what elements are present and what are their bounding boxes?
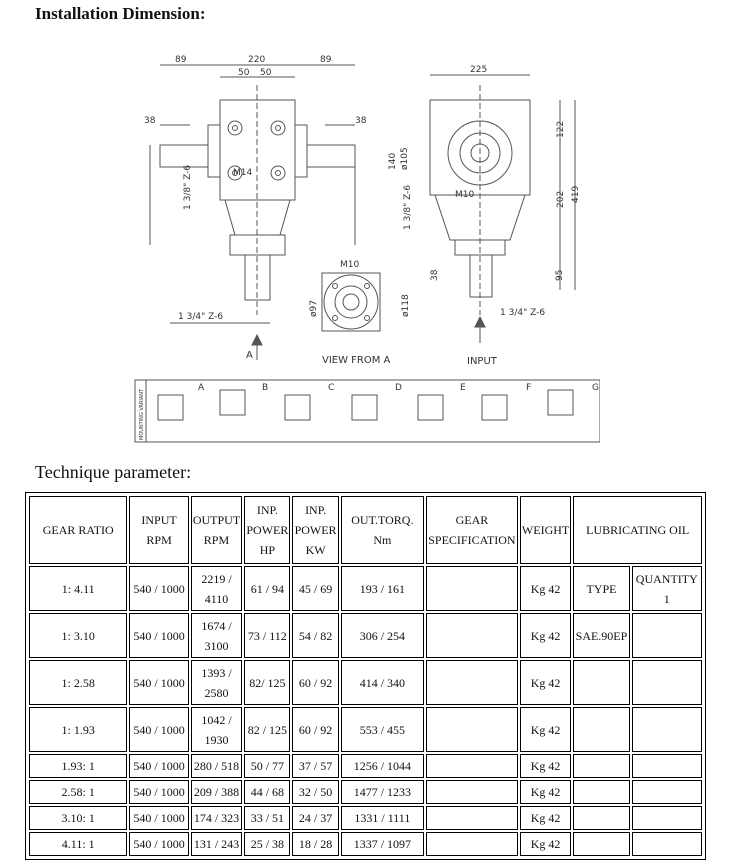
cell-gear-spec [426,832,518,856]
installation-drawing [130,45,600,445]
left-input-shaft [160,145,208,167]
cell-weight: Kg 42 [520,613,572,658]
dim-202: 202 [556,190,566,208]
cell-hp: 82/ 125 [244,660,290,705]
right-input-shaft [307,145,355,167]
cell-hp: 73 / 112 [244,613,290,658]
cell-hp: 44 / 68 [244,780,290,804]
variant-a: A [198,383,205,393]
cell-gear-spec [426,613,518,658]
cell-ratio: 2.58: 1 [29,780,127,804]
cell-weight: Kg 42 [520,832,572,856]
dim-38-left: 38 [144,116,156,126]
header-gear-spec: GEAR SPECIFICATION [426,496,518,564]
cell-input: 540 / 1000 [129,780,188,804]
dim-50-a: 50 [238,68,250,78]
dim-m10-view: M10 [340,260,360,270]
dim-105: ø105 [400,147,410,170]
table-row [29,832,702,856]
cell-kw: 60 / 92 [292,707,338,752]
dim-38-right-view: 38 [430,269,440,281]
header-inp-power-hp: INP. POWER HP [244,496,290,564]
view-a-flange [324,275,378,329]
cell-kw: 54 / 82 [292,613,338,658]
header-row [29,496,702,564]
variant-d: D [395,383,402,393]
cell-gear-spec [426,806,518,830]
variant-e: E [460,383,466,393]
cell-input: 540 / 1000 [129,754,188,778]
cell-weight: Kg 42 [520,780,572,804]
cell-oil-type [573,780,629,804]
cell-oil-type [573,754,629,778]
cell-oil-quantity [632,754,702,778]
cell-torque: 1337 / 1097 [341,832,424,856]
cell-output: 1042 / 1930 [191,707,243,752]
cell-hp: 61 / 94 [244,566,290,611]
cell-oil-type [573,707,629,752]
dim-m10-right: M10 [455,190,475,200]
header-inp-power-kw: INP. POWER KW [292,496,338,564]
table-row [29,660,702,705]
cell-gear-spec [426,780,518,804]
cell-weight: Kg 42 [520,707,572,752]
cell-output: 280 / 518 [191,754,243,778]
variant-glyphs [158,390,573,420]
cell-oil-quantity [632,806,702,830]
cell-hp: 25 / 38 [244,832,290,856]
cell-kw: 37 / 57 [292,754,338,778]
dim-m14: M14 [233,168,253,178]
oil-quantity-label: QUANTITY 1 [632,566,702,611]
cell-kw: 32 / 50 [292,780,338,804]
cell-torque: 1256 / 1044 [341,754,424,778]
cell-output: 2219 / 4110 [191,566,243,611]
cell-oil-quantity [632,613,702,658]
cell-input: 540 / 1000 [129,660,188,705]
header-gear-ratio: GEAR RATIO [29,496,127,564]
table-row [29,707,702,752]
dim-89-right: 89 [320,55,332,65]
cell-oil-type [573,832,629,856]
cell-kw: 24 / 37 [292,806,338,830]
input-label: INPUT [467,356,497,367]
table-row [29,780,702,804]
cell-output: 174 / 323 [191,806,243,830]
cell-input: 540 / 1000 [129,806,188,830]
technique-table [27,494,704,858]
cell-input: 540 / 1000 [129,613,188,658]
dim-118: ø118 [401,294,411,317]
variant-c: C [328,383,335,393]
dim-220: 220 [248,55,266,65]
cell-ratio: 1: 3.10 [29,613,127,658]
cell-torque: 193 / 161 [341,566,424,611]
dim-38-right: 38 [355,116,367,126]
technique-table-wrapper [25,492,706,860]
cell-ratio: 1: 2.58 [29,660,127,705]
arrow-a-label: A [246,350,253,361]
cell-oil-quantity [632,780,702,804]
cell-kw: 18 / 28 [292,832,338,856]
cell-weight: Kg 42 [520,806,572,830]
cell-ratio: 1: 4.11 [29,566,127,611]
cell-weight: Kg 42 [520,660,572,705]
dim-50-b: 50 [260,68,272,78]
variant-f: F [526,383,532,393]
header-lubricating-oil: LUBRICATING OIL [573,496,702,564]
header-input-rpm: INPUT RPM [129,496,188,564]
cell-gear-spec [426,566,518,611]
dim-122: 122 [556,120,566,138]
cell-kw: 60 / 92 [292,660,338,705]
input-shaft-right [470,255,492,297]
oil-type-value: SAE.90EP [573,613,629,658]
cell-output: 1674 / 3100 [191,613,243,658]
cell-oil-quantity [632,832,702,856]
technique-title: Technique parameter: [35,462,192,482]
cell-torque: 1331 / 1111 [341,806,424,830]
cell-hp: 82 / 125 [244,707,290,752]
cell-input: 540 / 1000 [129,707,188,752]
cell-ratio: 4.11: 1 [29,832,127,856]
dim-419: 419 [571,185,581,203]
cell-weight: Kg 42 [520,566,572,611]
dim-95: 95 [555,269,565,281]
variant-g: G [592,383,599,393]
cell-output: 131 / 243 [191,832,243,856]
cell-ratio: 1.93: 1 [29,754,127,778]
header-output-rpm: OUTPUT RPM [191,496,243,564]
header-out-torque: OUT.TORQ. Nm [341,496,424,564]
oil-type-label: TYPE [573,566,629,611]
cell-torque: 414 / 340 [341,660,424,705]
dim-shaft-right: 1 3/8" Z-6 [403,184,413,230]
cell-torque: 306 / 254 [341,613,424,658]
cell-oil-type [573,806,629,830]
cell-input: 540 / 1000 [129,832,188,856]
table-row [29,566,702,611]
cell-output: 209 / 388 [191,780,243,804]
dim-input-shaft: 1 3/4" Z-6 [500,308,546,318]
dim-225: 225 [470,65,488,75]
cell-output: 1393 / 2580 [191,660,243,705]
dim-89-left: 89 [175,55,187,65]
cell-gear-spec [426,660,518,705]
dim-97: ø97 [309,300,319,317]
cell-torque: 553 / 455 [341,707,424,752]
cell-oil-quantity [632,660,702,705]
table-row [29,806,702,830]
cell-gear-spec [426,754,518,778]
cell-hp: 50 / 77 [244,754,290,778]
cell-ratio: 1: 1.93 [29,707,127,752]
cell-kw: 45 / 69 [292,566,338,611]
dim-shaft-left: 1 3/8" Z-6 [183,164,193,210]
mounting-variant-label: MOUNTING VARIANT [139,388,145,440]
dim-output-shaft: 1 3/4" Z-6 [178,312,224,322]
cell-weight: Kg 42 [520,754,572,778]
header-weight: WEIGHT [520,496,572,564]
cell-oil-quantity [632,707,702,752]
cell-torque: 1477 / 1233 [341,780,424,804]
cell-hp: 33 / 51 [244,806,290,830]
cell-oil-type [573,660,629,705]
dim-140: 140 [388,152,398,170]
installation-title: Installation Dimension: [35,4,206,23]
cell-input: 540 / 1000 [129,566,188,611]
table-row [29,754,702,778]
view-from-a-label: VIEW FROM A [322,355,391,366]
cell-ratio: 3.10: 1 [29,806,127,830]
cell-gear-spec [426,707,518,752]
table-row [29,613,702,658]
variant-b: B [262,383,269,393]
